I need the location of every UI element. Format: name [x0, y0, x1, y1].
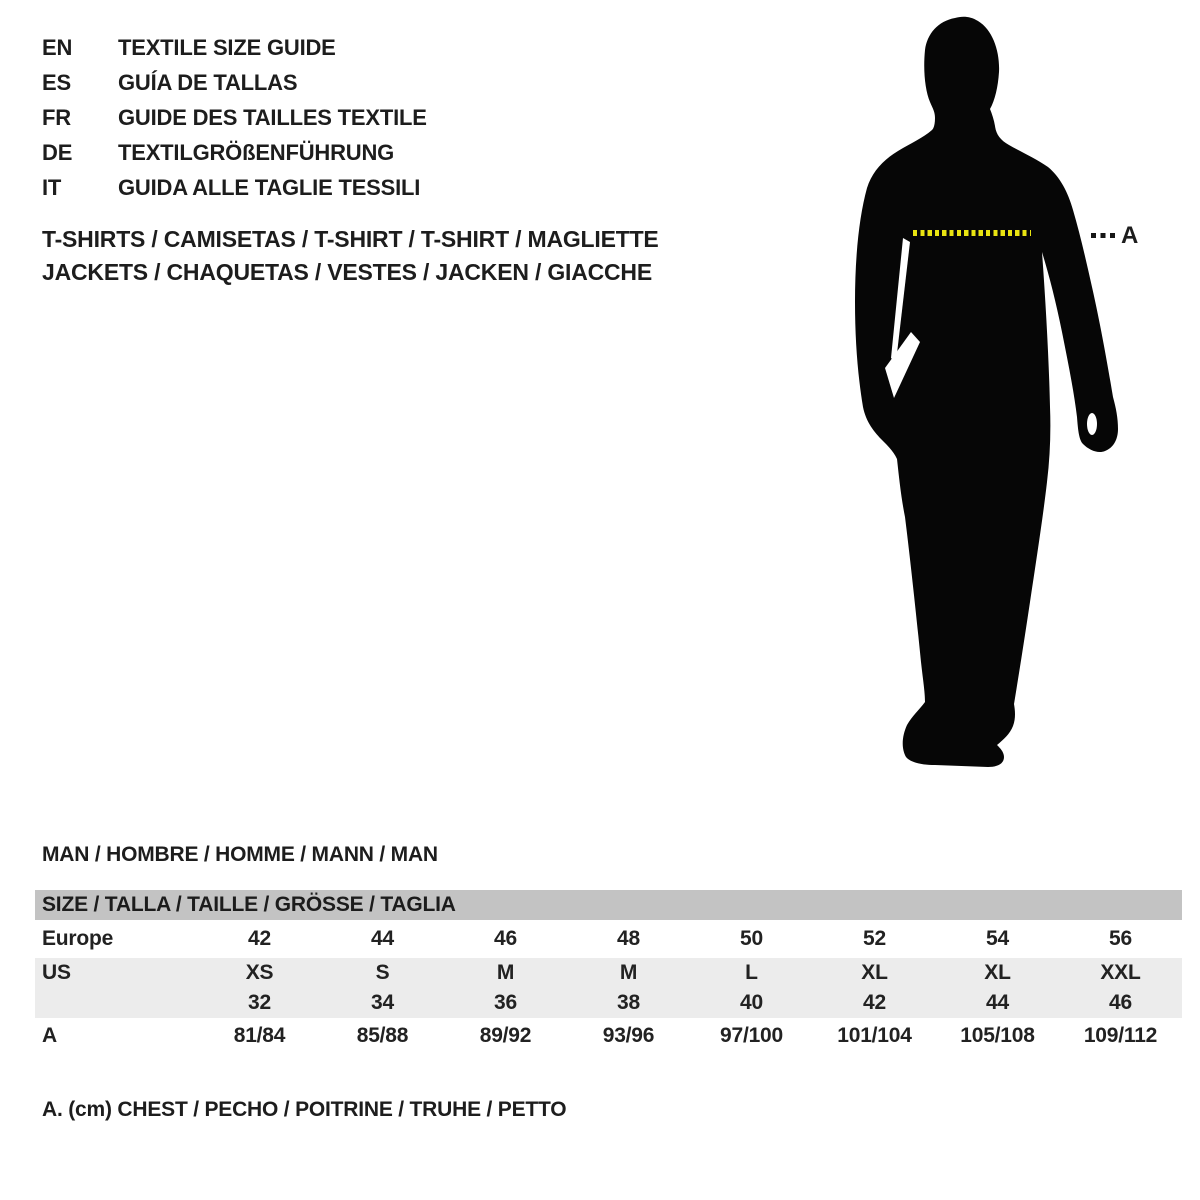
chest-measure-dotted-line [913, 230, 1031, 236]
table-row-chest-a [35, 1018, 1182, 1054]
language-code: IT [42, 174, 62, 200]
table-cell: 38 [617, 991, 640, 1014]
table-cell: XXL [1100, 961, 1141, 984]
category-line-tshirts: T-SHIRTS / CAMISETAS / T-SHIRT / T-SHIRT / MAGLIETTE [42, 226, 659, 252]
table-cell: 46 [1109, 991, 1132, 1014]
guide-title-es: GUÍA DE TALLAS [118, 69, 298, 95]
table-cell: 101/104 [837, 1024, 912, 1047]
language-code: ES [42, 69, 71, 95]
hand-notch-cut [1087, 413, 1097, 435]
table-row-us [35, 958, 1182, 988]
language-code: EN [42, 34, 73, 60]
section-title-man: MAN / HOMBRE / HOMME / MANN / MAN [42, 843, 438, 866]
table-cell: 109/112 [1083, 1024, 1158, 1047]
table-cell: 89/92 [479, 1024, 532, 1047]
row-label: US [42, 961, 71, 984]
row-label [35, 988, 198, 1018]
table-cell: 44 [986, 991, 1009, 1014]
language-code: DE [42, 139, 73, 165]
language-row-it [42, 170, 427, 205]
man-silhouette [828, 12, 1148, 790]
row-label: Europe [42, 927, 114, 950]
table-cell: 85/88 [356, 1024, 409, 1047]
language-title-list [42, 30, 427, 205]
guide-title-en: TEXTILE SIZE GUIDE [118, 34, 336, 60]
table-cell: 93/96 [602, 1024, 655, 1047]
table-row-europe [35, 920, 1182, 958]
language-row-de [42, 135, 427, 170]
man-silhouette-svg [828, 12, 1148, 790]
table-cell: 48 [617, 927, 640, 950]
table-cell: XS [245, 961, 274, 984]
table-row-numeric [35, 988, 1182, 1018]
guide-title-fr: GUIDE DES TAILLES TEXTILE [118, 104, 427, 130]
measurement-note: A. (cm) CHEST / PECHO / POITRINE / TRUHE / PETTO [42, 1098, 567, 1121]
table-cell: L [745, 961, 758, 984]
category-line-jackets: JACKETS / CHAQUETAS / VESTES / JACKEN / GIACCHE [42, 259, 652, 285]
row-label: A [42, 1024, 57, 1047]
table-cell: 46 [494, 927, 517, 950]
table-cell: 42 [863, 991, 886, 1014]
table-cell: XL [984, 961, 1011, 984]
table-cell: M [496, 961, 515, 984]
language-row-fr [42, 100, 427, 135]
table-cell: 42 [248, 927, 271, 950]
table-cell: 40 [740, 991, 763, 1014]
table-cell: 56 [1109, 927, 1132, 950]
table-cell: M [619, 961, 638, 984]
table-cell: 97/100 [719, 1024, 784, 1047]
guide-title-it: GUIDA ALLE TAGLIE TESSILI [118, 174, 421, 200]
language-code: FR [42, 104, 71, 130]
size-table [35, 890, 1182, 1054]
table-cell: 81/84 [233, 1024, 286, 1047]
table-cell: 54 [986, 927, 1009, 950]
table-cell: 32 [248, 991, 271, 1014]
table-cell: 34 [371, 991, 394, 1014]
language-row-es [42, 65, 427, 100]
table-cell: 50 [740, 927, 763, 950]
table-cell: S [375, 961, 390, 984]
table-cell: 105/108 [960, 1024, 1035, 1047]
table-cell: 44 [371, 927, 394, 950]
table-cell: 36 [494, 991, 517, 1014]
table-cell: 52 [863, 927, 886, 950]
guide-title-de: TEXTILGRÖßENFÜHRUNG [118, 139, 395, 165]
measure-label-a: A [1121, 222, 1139, 249]
measure-callout-dashes [1091, 233, 1116, 238]
table-cell: XL [861, 961, 888, 984]
category-lines [42, 223, 659, 289]
table-header-row: SIZE / TALLA / TAILLE / GRÖSSE / TAGLIA [35, 890, 1182, 920]
language-row-en [42, 30, 427, 65]
